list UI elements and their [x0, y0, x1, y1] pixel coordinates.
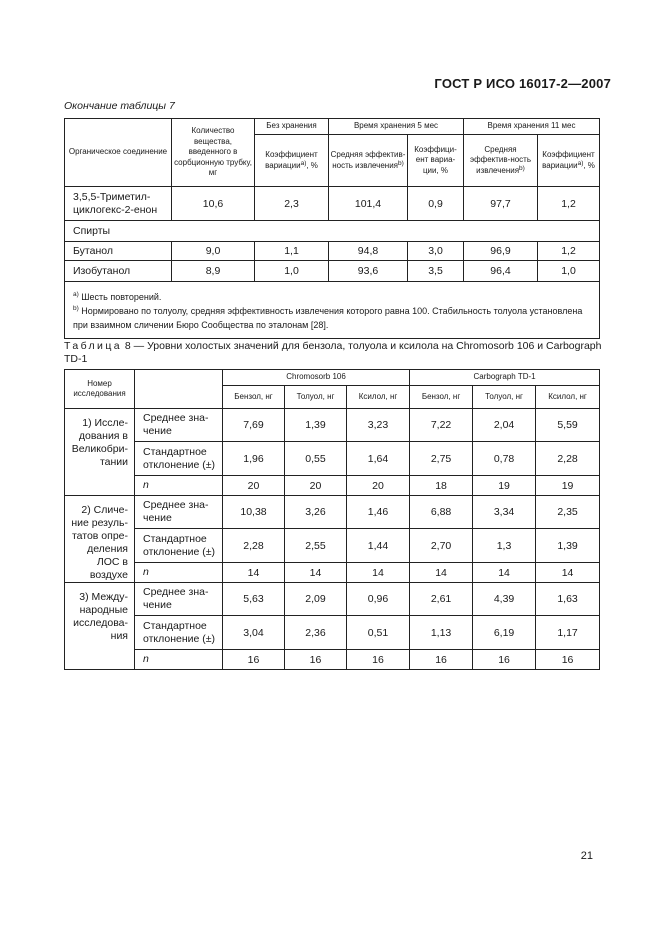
value-cell: 5,63 [223, 583, 285, 616]
table-row [65, 261, 600, 282]
note-b: $^{b)}$ Нормировано по толуолу, средняя эффективность извлечения которого равна 100. Стабильность толуола установлена при взаимном сличении Бюро Сообщества по эталонам [28]. [73, 305, 583, 330]
value-cell: 16 [285, 650, 347, 670]
value-cell: 3,23 [347, 409, 410, 442]
stat-label: Среднее зна-чение [135, 583, 223, 616]
cv11-cell: 1,2 [538, 187, 600, 221]
value-cell: 7,22 [410, 409, 473, 442]
table-row [65, 476, 600, 496]
eff5-cell: 93,6 [329, 261, 408, 282]
table8-caption: Таблица 8 — Уровни холостых значений для бензола, толуола и ксилола на Chromosorb 106 и Carbograph TD-1 [64, 340, 602, 365]
note-a: $^{a)}$ Шесть повторений. [73, 291, 162, 302]
header-xylene: Ксилол, нг [536, 386, 600, 409]
table-row [65, 242, 600, 261]
value-cell: 16 [223, 650, 285, 670]
stat-label: n [135, 563, 223, 583]
header-toluene: Толуол, нг [285, 386, 347, 409]
header-eff-5: Средняя эффектив-ность извлечения$^{b)}$ [329, 135, 408, 187]
stat-label: n [135, 650, 223, 670]
table-row [65, 496, 600, 529]
value-cell: 14 [223, 563, 285, 583]
amount-cell: 8,9 [172, 261, 255, 282]
value-cell: 2,70 [410, 529, 473, 563]
table-row [65, 616, 600, 650]
eff5-cell: 101,4 [329, 187, 408, 221]
compound-name: Бутанол [65, 242, 172, 261]
compound-name: 3,5,5-Триметил-циклогекс-2-енон [65, 187, 172, 221]
value-cell: 0,78 [473, 442, 536, 476]
notes-row [65, 282, 600, 339]
value-cell: 2,75 [410, 442, 473, 476]
cv5-cell: 3,0 [408, 242, 464, 261]
value-cell: 2,61 [410, 583, 473, 616]
eff11-cell: 96,4 [464, 261, 538, 282]
value-cell: 0,51 [347, 616, 410, 650]
header-storage-5: Время хранения 5 мес [329, 119, 464, 135]
table-row [65, 409, 600, 442]
value-cell: 3,26 [285, 496, 347, 529]
value-cell: 20 [223, 476, 285, 496]
value-cell: 2,28 [536, 442, 600, 476]
compound-name: Изобутанол [65, 261, 172, 282]
header-cv-11: Коэффициент вариации$^{a)}$, % [538, 135, 600, 187]
value-cell: 10,38 [223, 496, 285, 529]
header-benzene: Бензол, нг [410, 386, 473, 409]
value-cell: 1,63 [536, 583, 600, 616]
header-benzene: Бензол, нг [223, 386, 285, 409]
eff5-cell: 94,8 [329, 242, 408, 261]
amount-cell: 10,6 [172, 187, 255, 221]
eff11-cell: 97,7 [464, 187, 538, 221]
value-cell: 3,04 [223, 616, 285, 650]
header-study: Номер исследования [65, 370, 135, 409]
section-label: Спирты [65, 221, 600, 242]
amount-cell: 9,0 [172, 242, 255, 261]
value-cell: 14 [536, 563, 600, 583]
table-row [65, 650, 600, 670]
value-cell: 20 [347, 476, 410, 496]
header-cv-5: Коэффици-ент вариа-ции, % [408, 135, 464, 187]
value-cell: 18 [410, 476, 473, 496]
value-cell: 0,55 [285, 442, 347, 476]
header-amount: Количество вещества, введенного в сорбционную трубку, мг [172, 119, 255, 187]
value-cell: 1,44 [347, 529, 410, 563]
eff11-cell: 96,9 [464, 242, 538, 261]
value-cell: 1,96 [223, 442, 285, 476]
study-name: 1) Иссле-дования в Великобри-тании [65, 409, 135, 496]
value-cell: 1,39 [536, 529, 600, 563]
table-row [65, 529, 600, 563]
cv5-cell: 3,5 [408, 261, 464, 282]
section-row [65, 221, 600, 242]
value-cell: 1,64 [347, 442, 410, 476]
header-eff-11: Средняя эффектив-ность извлечения$^{b)}$ [464, 135, 538, 187]
value-cell: 19 [473, 476, 536, 496]
value-cell: 1,13 [410, 616, 473, 650]
value-cell: 2,55 [285, 529, 347, 563]
value-cell: 2,04 [473, 409, 536, 442]
cv0-cell: 2,3 [255, 187, 329, 221]
table-row [65, 563, 600, 583]
stat-label: Стандартное отклонение (±) [135, 616, 223, 650]
value-cell: 16 [347, 650, 410, 670]
value-cell: 16 [473, 650, 536, 670]
value-cell: 14 [410, 563, 473, 583]
value-cell: 1,3 [473, 529, 536, 563]
value-cell: 7,69 [223, 409, 285, 442]
header-no-storage: Без хранения [255, 119, 329, 135]
study-name: 2) Сличе-ние резуль-татов опре-деления ЛОС в воздухе [65, 496, 135, 583]
stat-label: Стандартное отклонение (±) [135, 442, 223, 476]
value-cell: 1,39 [285, 409, 347, 442]
value-cell: 14 [285, 563, 347, 583]
stat-label: Среднее зна-чение [135, 496, 223, 529]
table-8 [64, 369, 600, 670]
header-chromosorb: Chromosorb 106 [223, 370, 410, 386]
header-carbograph: Carbograph TD-1 [410, 370, 600, 386]
value-cell: 19 [536, 476, 600, 496]
study-name: 3) Между-народные исследова-ния [65, 583, 135, 670]
value-cell: 2,28 [223, 529, 285, 563]
value-cell: 20 [285, 476, 347, 496]
value-cell: 14 [347, 563, 410, 583]
value-cell: 1,46 [347, 496, 410, 529]
page-number: 21 [580, 850, 593, 862]
header-toluene: Толуол, нг [473, 386, 536, 409]
cv11-cell: 1,0 [538, 261, 600, 282]
value-cell: 14 [473, 563, 536, 583]
cv5-cell: 0,9 [408, 187, 464, 221]
header-stat-blank [135, 370, 223, 409]
value-cell: 16 [536, 650, 600, 670]
header-xylene: Ксилол, нг [347, 386, 410, 409]
value-cell: 16 [410, 650, 473, 670]
table7-notes [65, 282, 600, 339]
cv0-cell: 1,1 [255, 242, 329, 261]
header-storage-11: Время хранения 11 мес [464, 119, 600, 135]
value-cell: 1,17 [536, 616, 600, 650]
value-cell: 2,35 [536, 496, 600, 529]
cv11-cell: 1,2 [538, 242, 600, 261]
cv0-cell: 1,0 [255, 261, 329, 282]
table-row [65, 583, 600, 616]
table-row [65, 442, 600, 476]
value-cell: 6,88 [410, 496, 473, 529]
standard-header: ГОСТ Р ИСО 16017-2—2007 [434, 76, 611, 91]
stat-label: Среднее зна-чение [135, 409, 223, 442]
value-cell: 2,09 [285, 583, 347, 616]
value-cell: 0,96 [347, 583, 410, 616]
value-cell: 5,59 [536, 409, 600, 442]
table-row [65, 187, 600, 221]
header-cv-0: Коэффициент вариации$^{a)}$, % [255, 135, 329, 187]
stat-label: n [135, 476, 223, 496]
value-cell: 4,39 [473, 583, 536, 616]
value-cell: 3,34 [473, 496, 536, 529]
stat-label: Стандартное отклонение (±) [135, 529, 223, 563]
value-cell: 2,36 [285, 616, 347, 650]
table7-caption: Окончание таблицы 7 [64, 100, 175, 112]
table-7 [64, 118, 600, 339]
value-cell: 6,19 [473, 616, 536, 650]
header-compound: Органическое соединение [65, 119, 172, 187]
